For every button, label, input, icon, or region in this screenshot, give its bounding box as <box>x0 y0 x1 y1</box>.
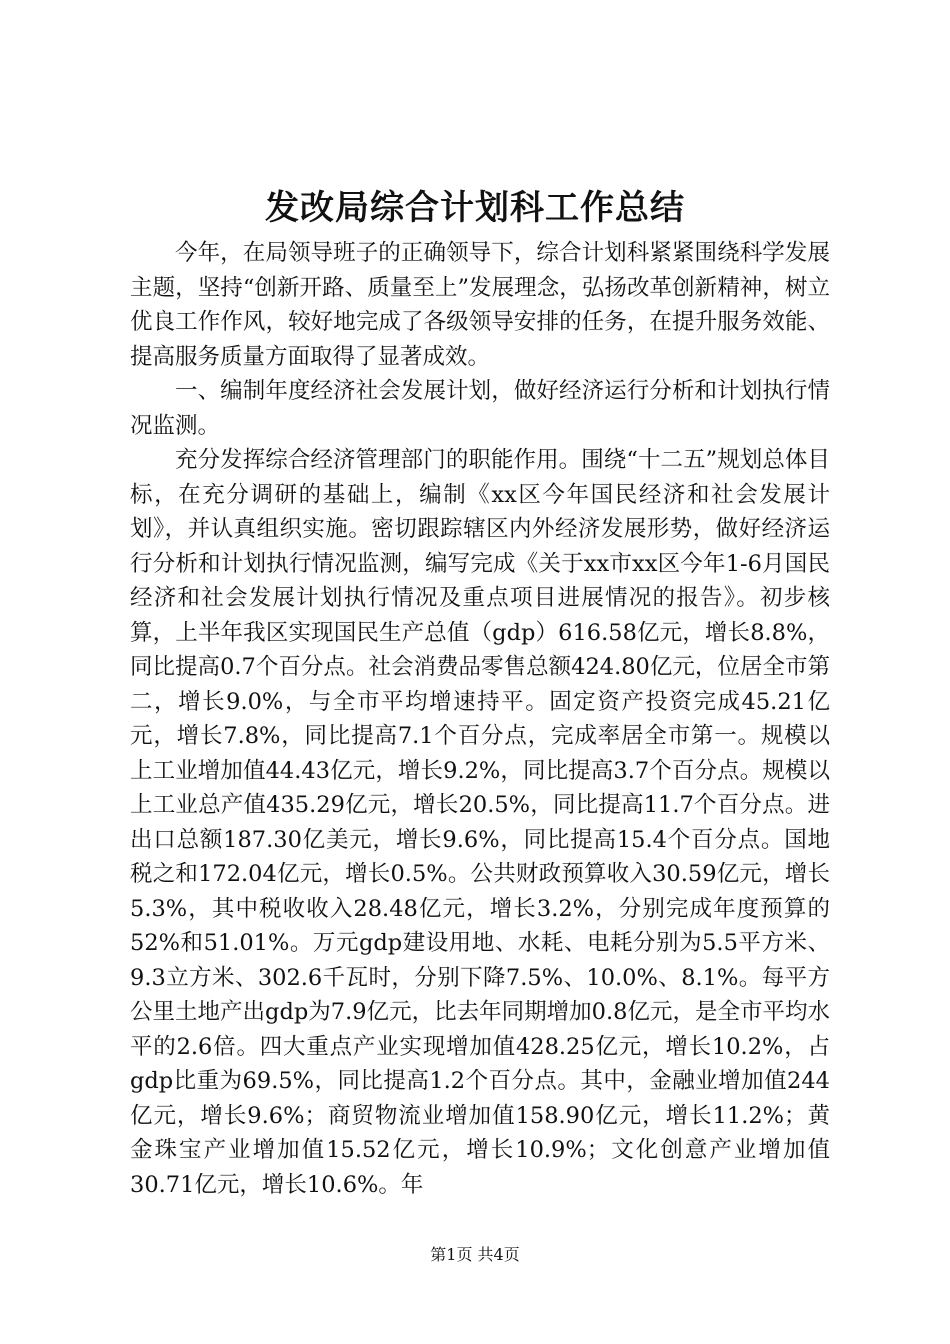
document-title: 发改局综合计划科工作总结 <box>265 188 685 228</box>
document-body <box>130 236 830 1202</box>
body-paragraph: 充分发挥综合经济管理部门的职能作用。围绕“十二五”规划总体目标，在充分调研的基础上，编制《xx区今年国民经济和社会发展计划》，并认真组织实施。密切跟踪辖区内外经济发展形势，做好经济运行分析和计划执行情况监测，编写完成《关于xx市xx区今年1-6月国民经济和社会发展计划执行情况及重点项目进展情况的报告》。初步核算，上半年我区实现国民生产总值（gdp）616.58亿元，增长8.8%，同比提高0.7个百分点。社会消费品零售总额424.80亿元，位居全市第二，增长9.0%，与全市平均增速持平。固定资产投资完成45.21亿元，增长7.8%，同比提高7.1个百分点，完成率居全市第一。规模以上工业增加值44.43亿元，增长9.2%，同比提高3.7个百分点。规模以上工业总产值435.29亿元，增长20.5%，同比提高11.7个百分点。进出口总额187.30亿美元，增长9.6%，同比提高15.4个百分点。国地税之和172.04亿元，增长0.5%。公共财政预算收入30.59亿元，增长5.3%，其中税收收入28.48亿元，增长3.2%，分别完成年度预算的52%和51.01%。万元gdp建设用地、水耗、电耗分别为5.5平方米、9.3立方米、302.6千瓦时，分别下降7.5%、10.0%、8.1%。每平方公里土地产出gdp为7.9亿元，比去年同期增加0.8亿元，是全市平均水平的2.6倍。四大重点产业实现增加值428.25亿元，增长10.2%，占gdp比重为69.5%，同比提高1.2个百分点。其中，金融业增加值244亿元，增长9.6%；商贸物流业增加值158.90亿元，增长11.2%；黄金珠宝产业增加值15.52亿元，增长10.9%；文化创意产业增加值30.71亿元，增长10.6%。年 <box>130 447 830 1198</box>
section-heading-1: 一、编制年度经济社会发展计划，做好经济运行分析和计划执行情况监测。 <box>130 378 830 439</box>
page-number: 第1页 共4页 <box>430 1245 520 1264</box>
intro-paragraph: 今年，在局领导班子的正确领导下，综合计划科紧紧围绕科学发展主题，坚持“创新开路、质量至上”发展理念，弘扬改革创新精神，树立优良工作作风，较好地完成了各级领导安排的任务，在提升服务效能、提高服务质量方面取得了显著成效。 <box>130 240 830 370</box>
